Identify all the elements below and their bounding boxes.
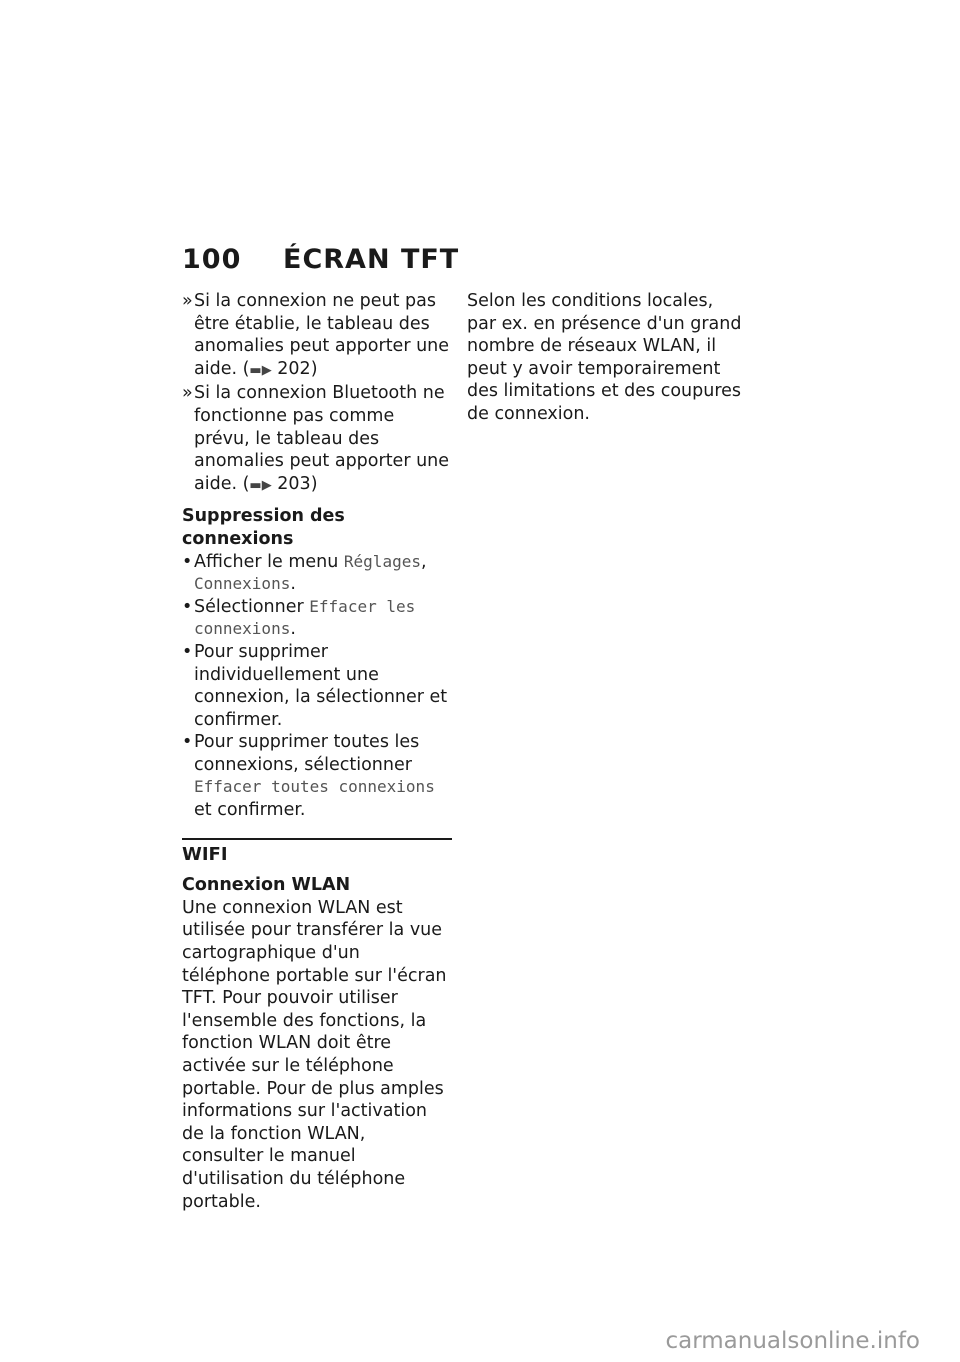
step-text: ,	[420, 551, 427, 572]
section-heading: Suppression des connexions	[182, 506, 345, 549]
bullet-icon: •	[182, 732, 193, 753]
section-title: WIFI	[182, 843, 228, 865]
step-text: .	[290, 574, 296, 595]
page-title: ÉCRAN TFT	[283, 244, 460, 275]
bullet-icon: •	[182, 551, 193, 572]
result-text: Si la connexion ne peut pas être établie, le tableau des anomalies peut apporter une aide.	[194, 291, 450, 379]
result-text: Si la connexion Bluetooth ne fonctionne pas comme prévu, le tableau des anomalies peut apporter une aide.	[194, 383, 450, 494]
result-marker: »	[182, 291, 193, 311]
steps-list	[182, 551, 452, 822]
bullet-icon: •	[182, 641, 193, 662]
list-item	[182, 551, 452, 596]
body-paragraph: Une connexion WLAN est utilisée pour transférer la vue cartographique d'un téléphone portable sur l'écran TFT. Pour pouvoir utiliser l'ensemble des fonctions, la fonction WLAN doit être activée sur le téléphone portable. Pour de plus amples informations sur l'activation de la fonction WLAN, consulter le manuel d'utilisation du téléphone portable.	[182, 897, 447, 1212]
page-ref-link[interactable]: 203	[277, 473, 311, 494]
menu-code: Effacer les connexions	[194, 596, 416, 639]
page-number: 100	[182, 244, 242, 275]
list-item	[182, 731, 452, 821]
step-text: Afficher le menu	[194, 551, 339, 572]
menu-code: Réglages	[343, 551, 421, 571]
list-item: » Si la connexion ne peut pas être établie, le tableau des anomalies peut apporter une aide. (▬▶ 202)	[182, 291, 450, 379]
left-column	[182, 290, 452, 1213]
result-marker: »	[182, 383, 193, 404]
step-text: Pour supprimer individuellement une connexion, la sélectionner et confirmer.	[194, 641, 448, 730]
right-arrow-icon: ▬▶	[249, 477, 272, 493]
menu-code: Connexions	[194, 574, 291, 594]
section-divider	[182, 838, 452, 867]
step-text: .	[290, 619, 296, 640]
right-arrow-icon: ▬▶	[249, 362, 272, 378]
step-text: Pour supprimer toutes les connexions, sélectionner	[194, 732, 420, 775]
list-item: » Si la connexion Bluetooth ne fonctionne pas comme prévu, le tableau des anomalies peut apporter une aide. (▬▶ 203)	[182, 383, 450, 494]
right-column	[467, 290, 747, 426]
step-text: Sélectionner	[194, 596, 304, 617]
watermark: carmanualsonline.info	[665, 1328, 920, 1354]
bullet-icon: •	[182, 596, 193, 617]
step-text: et confirmer.	[194, 800, 306, 821]
body-paragraph: Selon les conditions locales, par ex. en présence d'un grand nombre de réseaux WLAN, il peut y avoir temporairement des limitations et des coupures de connexion.	[467, 291, 742, 424]
menu-code: Effacer toutes connexions	[194, 777, 435, 797]
results-list	[182, 290, 452, 497]
list-item	[182, 596, 452, 641]
section-subheading: Connexion WLAN	[182, 875, 351, 896]
page-ref-link[interactable]: 202	[277, 358, 311, 379]
list-item	[182, 641, 452, 731]
